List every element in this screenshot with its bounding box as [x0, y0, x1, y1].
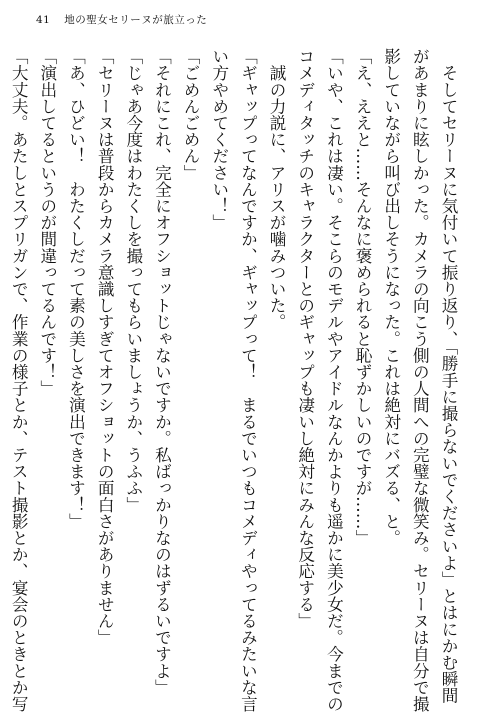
vertical-text-body: [9, 48, 462, 712]
text-line: [0, 48, 4, 676]
text-line: 「演出してるというのが間違ってるんです！」: [37, 48, 57, 397]
text-line: 「大丈夫。あたしとスプリガンで、作業の様子とか、テスト撮影とか、宴会のときとか写: [9, 48, 29, 712]
text-line: 「いや、これは凄い。そこらのモデルやアイドルなんかよりも遥かに美少女だ。今までの: [324, 48, 344, 712]
running-title: 地の聖女セリーヌが旅立った: [64, 14, 208, 26]
text-line: 「あ、ひどい！ わたくしだって素の美しさを演出できます！」: [66, 48, 86, 530]
page-header: [36, 12, 207, 27]
text-line: 「ごめんごめん」: [181, 48, 201, 181]
text-line: い方やめてください！」: [209, 48, 229, 231]
text-line: そしてセリーヌに気付いて振り返り、「勝手に撮らないでくださいよ」とはにかむ瞬間: [439, 48, 458, 704]
text-line: コメディタッチのキャラクターとのギャップも凄いし絶対にみんな反応する」: [295, 48, 315, 629]
text-line: 「それにこれ、完全にオフショットじゃないですか。私ばっかりなのはずるいですよ」: [152, 48, 172, 696]
text-line: 「じゃあ今度はわたくしを撮ってもらいましょうか、うふふ」: [123, 48, 143, 513]
text-line: 誠の力説に、アリスが噛みついた。: [267, 48, 287, 331]
text-line: 「セリーヌは普段からカメラ意識しすぎてオフショットの面白さがありません」: [95, 48, 115, 646]
page-number: 41: [36, 14, 51, 26]
text-line: 「ギャップってなんですか、ギャップって！ まるでいつもコメディやってるみたいな言: [238, 48, 258, 712]
text-line: があまりに眩しかった。カメラの向こう側の人間への完璧な微笑み。セリーヌは自分で撮: [410, 48, 430, 712]
text-line: 「え、ええと……そんなに褒められると恥ずかしいのですが……」: [353, 48, 373, 546]
text-line: 影していながら叫び出しそうになった。これは絶対にバズる、と。: [381, 48, 401, 546]
